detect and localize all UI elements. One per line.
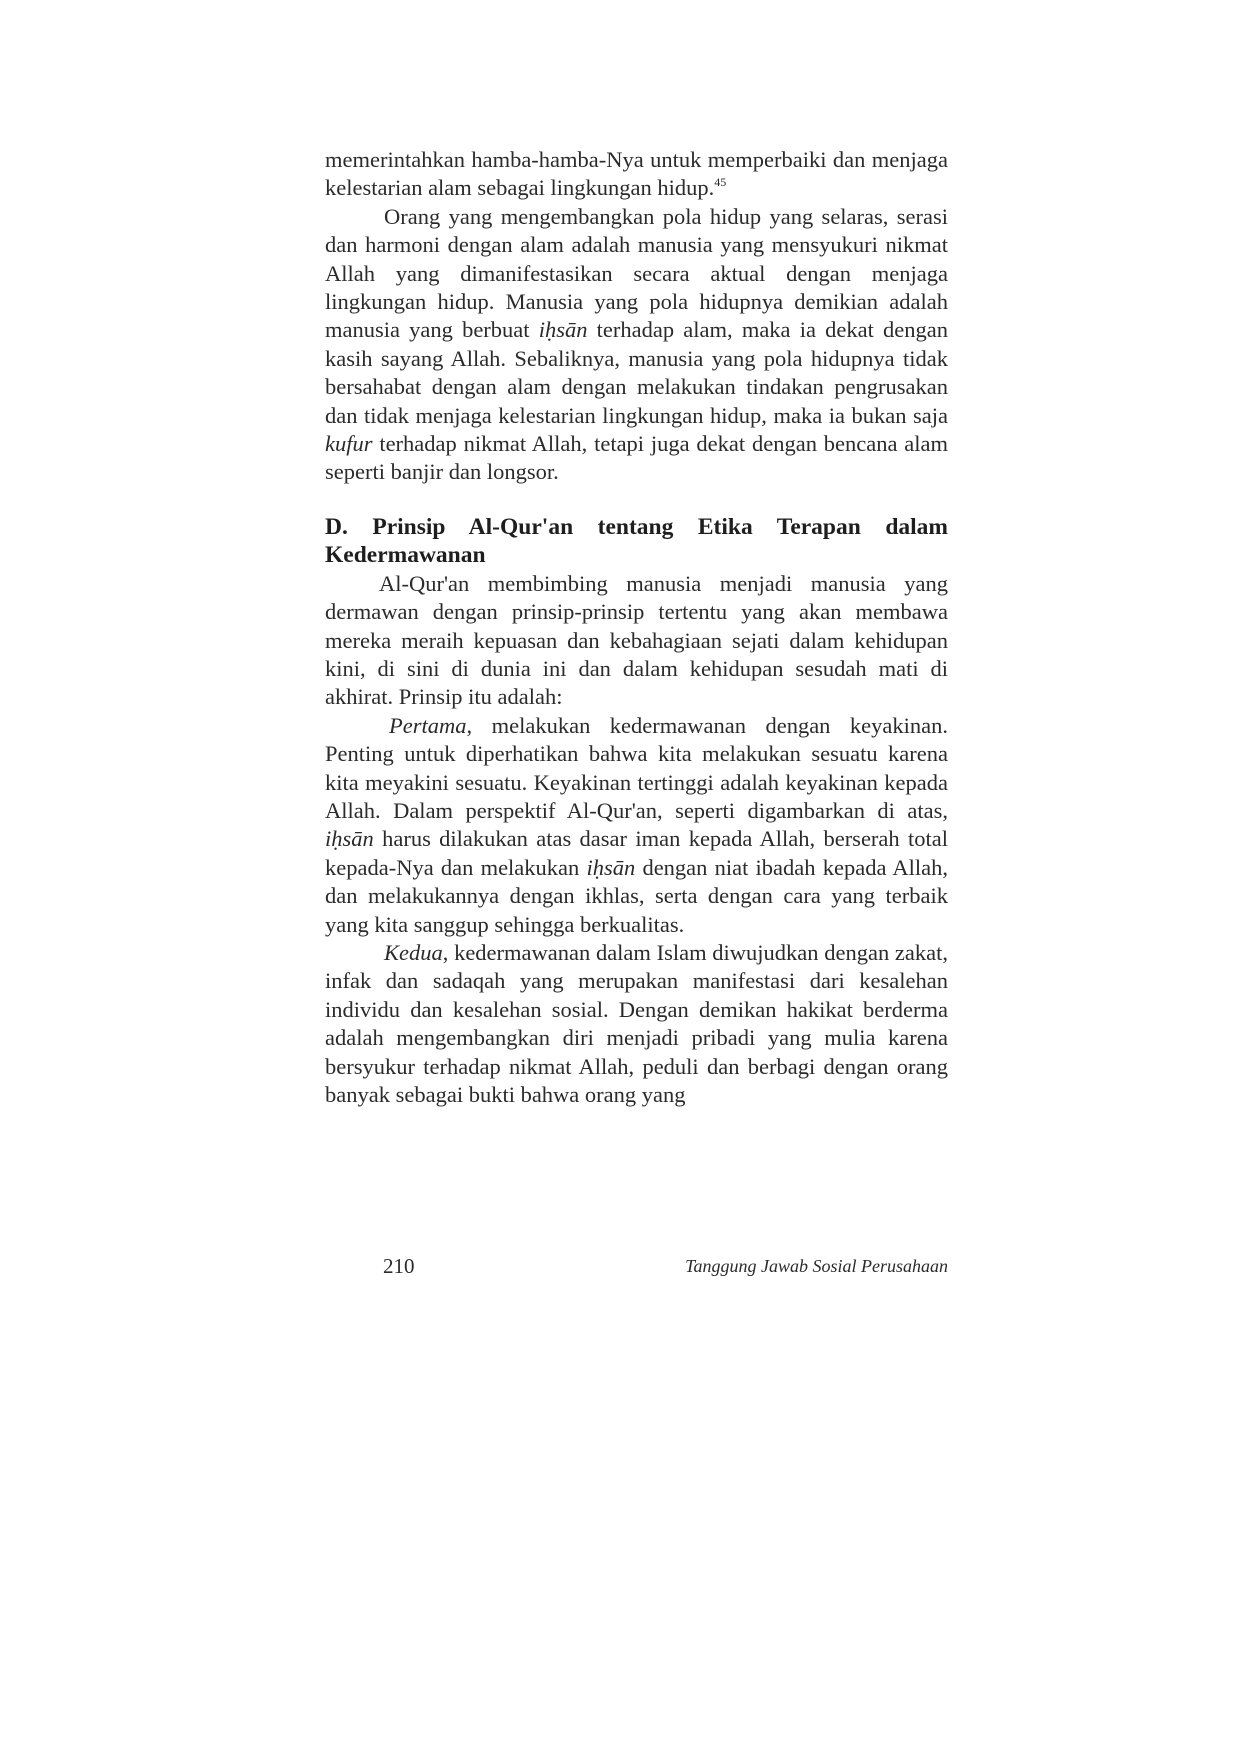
paragraph-text: , kedermawanan dalam Islam diwujudkan dengan zakat, infak dan sadaqah yang merupakan manifestasi dari kesalehan individu dan kesalehan sosial. Dengan demikan hakikat berderma adalah mengembangkan diri menjadi pribadi yang mulia karena bersyukur terhadap nikmat Allah, peduli dan berbagi dengan orang banyak sebagai bukti bahwa orang yang xyxy=(325,939,948,1107)
paragraph-text: dengan niat ibadah kepada Allah, dan melakukannya dengan ikhlas, serta dengan cara yang terbaik yang kita sanggup sehingga berkualitas. xyxy=(325,854,948,937)
footnote-reference: 45 xyxy=(714,175,727,190)
paragraph-orang xyxy=(325,203,948,487)
page-footer xyxy=(383,1254,948,1284)
paragraph-pertama xyxy=(325,712,948,939)
running-title: Tanggung Jawab Sosial Perusahaan xyxy=(685,1256,948,1276)
paragraph-text: terhadap alam, maka ia dekat dengan kasih sayang Allah. Sebaliknya, manusia yang pola hidupnya tidak bersahabat dengan alam dengan melakukan tindakan pengrusakan dan tidak menjaga kelestarian lingkungan hidup, maka ia bukan saja xyxy=(325,317,949,428)
page-body xyxy=(325,146,948,1109)
paragraph-text: memerintahkan hamba-hamba-Nya untuk memperbaiki dan menjaga kelestarian alam sebagai lingkungan hidup. xyxy=(325,147,948,201)
paragraph-text: terhadap nikmat Allah, tetapi juga dekat dengan bencana alam seperti banjir dan longsor. xyxy=(325,431,948,485)
paragraph-text: harus dilakukan atas dasar iman kepada Allah, berserah total kepada-Nya dan melakukan xyxy=(325,826,948,880)
section-heading: D. Prinsip Al-Qur'an tentang Etika Terapan dalam Kedermawanan xyxy=(325,513,948,569)
italic-term-ihsan: iḥsān xyxy=(586,854,636,880)
page-number: 210 xyxy=(383,1254,415,1278)
paragraph-kedua xyxy=(325,939,948,1109)
paragraph-text: , melakukan kedermawanan dengan keyakinan. Penting untuk diperhatikan bahwa kita melakukan sesuatu karena kita meyakini sesuatu. Keyakinan tertinggi adalah keyakinan kepada Allah. Dalam perspektif Al-Qur'an, seperti digambarkan di atas, xyxy=(325,712,948,823)
paragraph-intro: Al-Qur'an membimbing manusia menjadi manusia yang dermawan dengan prinsip-prinsip tertentu yang akan membawa mereka meraih kepuasan dan kebahagiaan sejati dalam kehidupan kini, di sini di dunia ini dan dalam kehidupan sesudah mati di akhirat. Prinsip itu adalah: xyxy=(325,570,948,710)
italic-label-pertama: Pertama xyxy=(389,712,467,738)
italic-term-ihsan: iḥsān xyxy=(538,317,588,343)
italic-term-ihsan: iḥsān xyxy=(325,826,374,852)
italic-label-kedua: Kedua xyxy=(384,939,443,965)
paragraph-text: Orang yang mengembangkan pola hidup yang selaras, serasi dan harmoni dengan alam adalah manusia yang mensyukuri nikmat Allah yang dimanifestasikan secara aktual dengan menjaga lingkungan hidup. Manusia yang pola hidupnya demikian adalah manusia yang berbuat xyxy=(325,203,948,343)
paragraph-continuation xyxy=(325,146,948,203)
italic-term-kufur: kufur xyxy=(325,431,373,457)
